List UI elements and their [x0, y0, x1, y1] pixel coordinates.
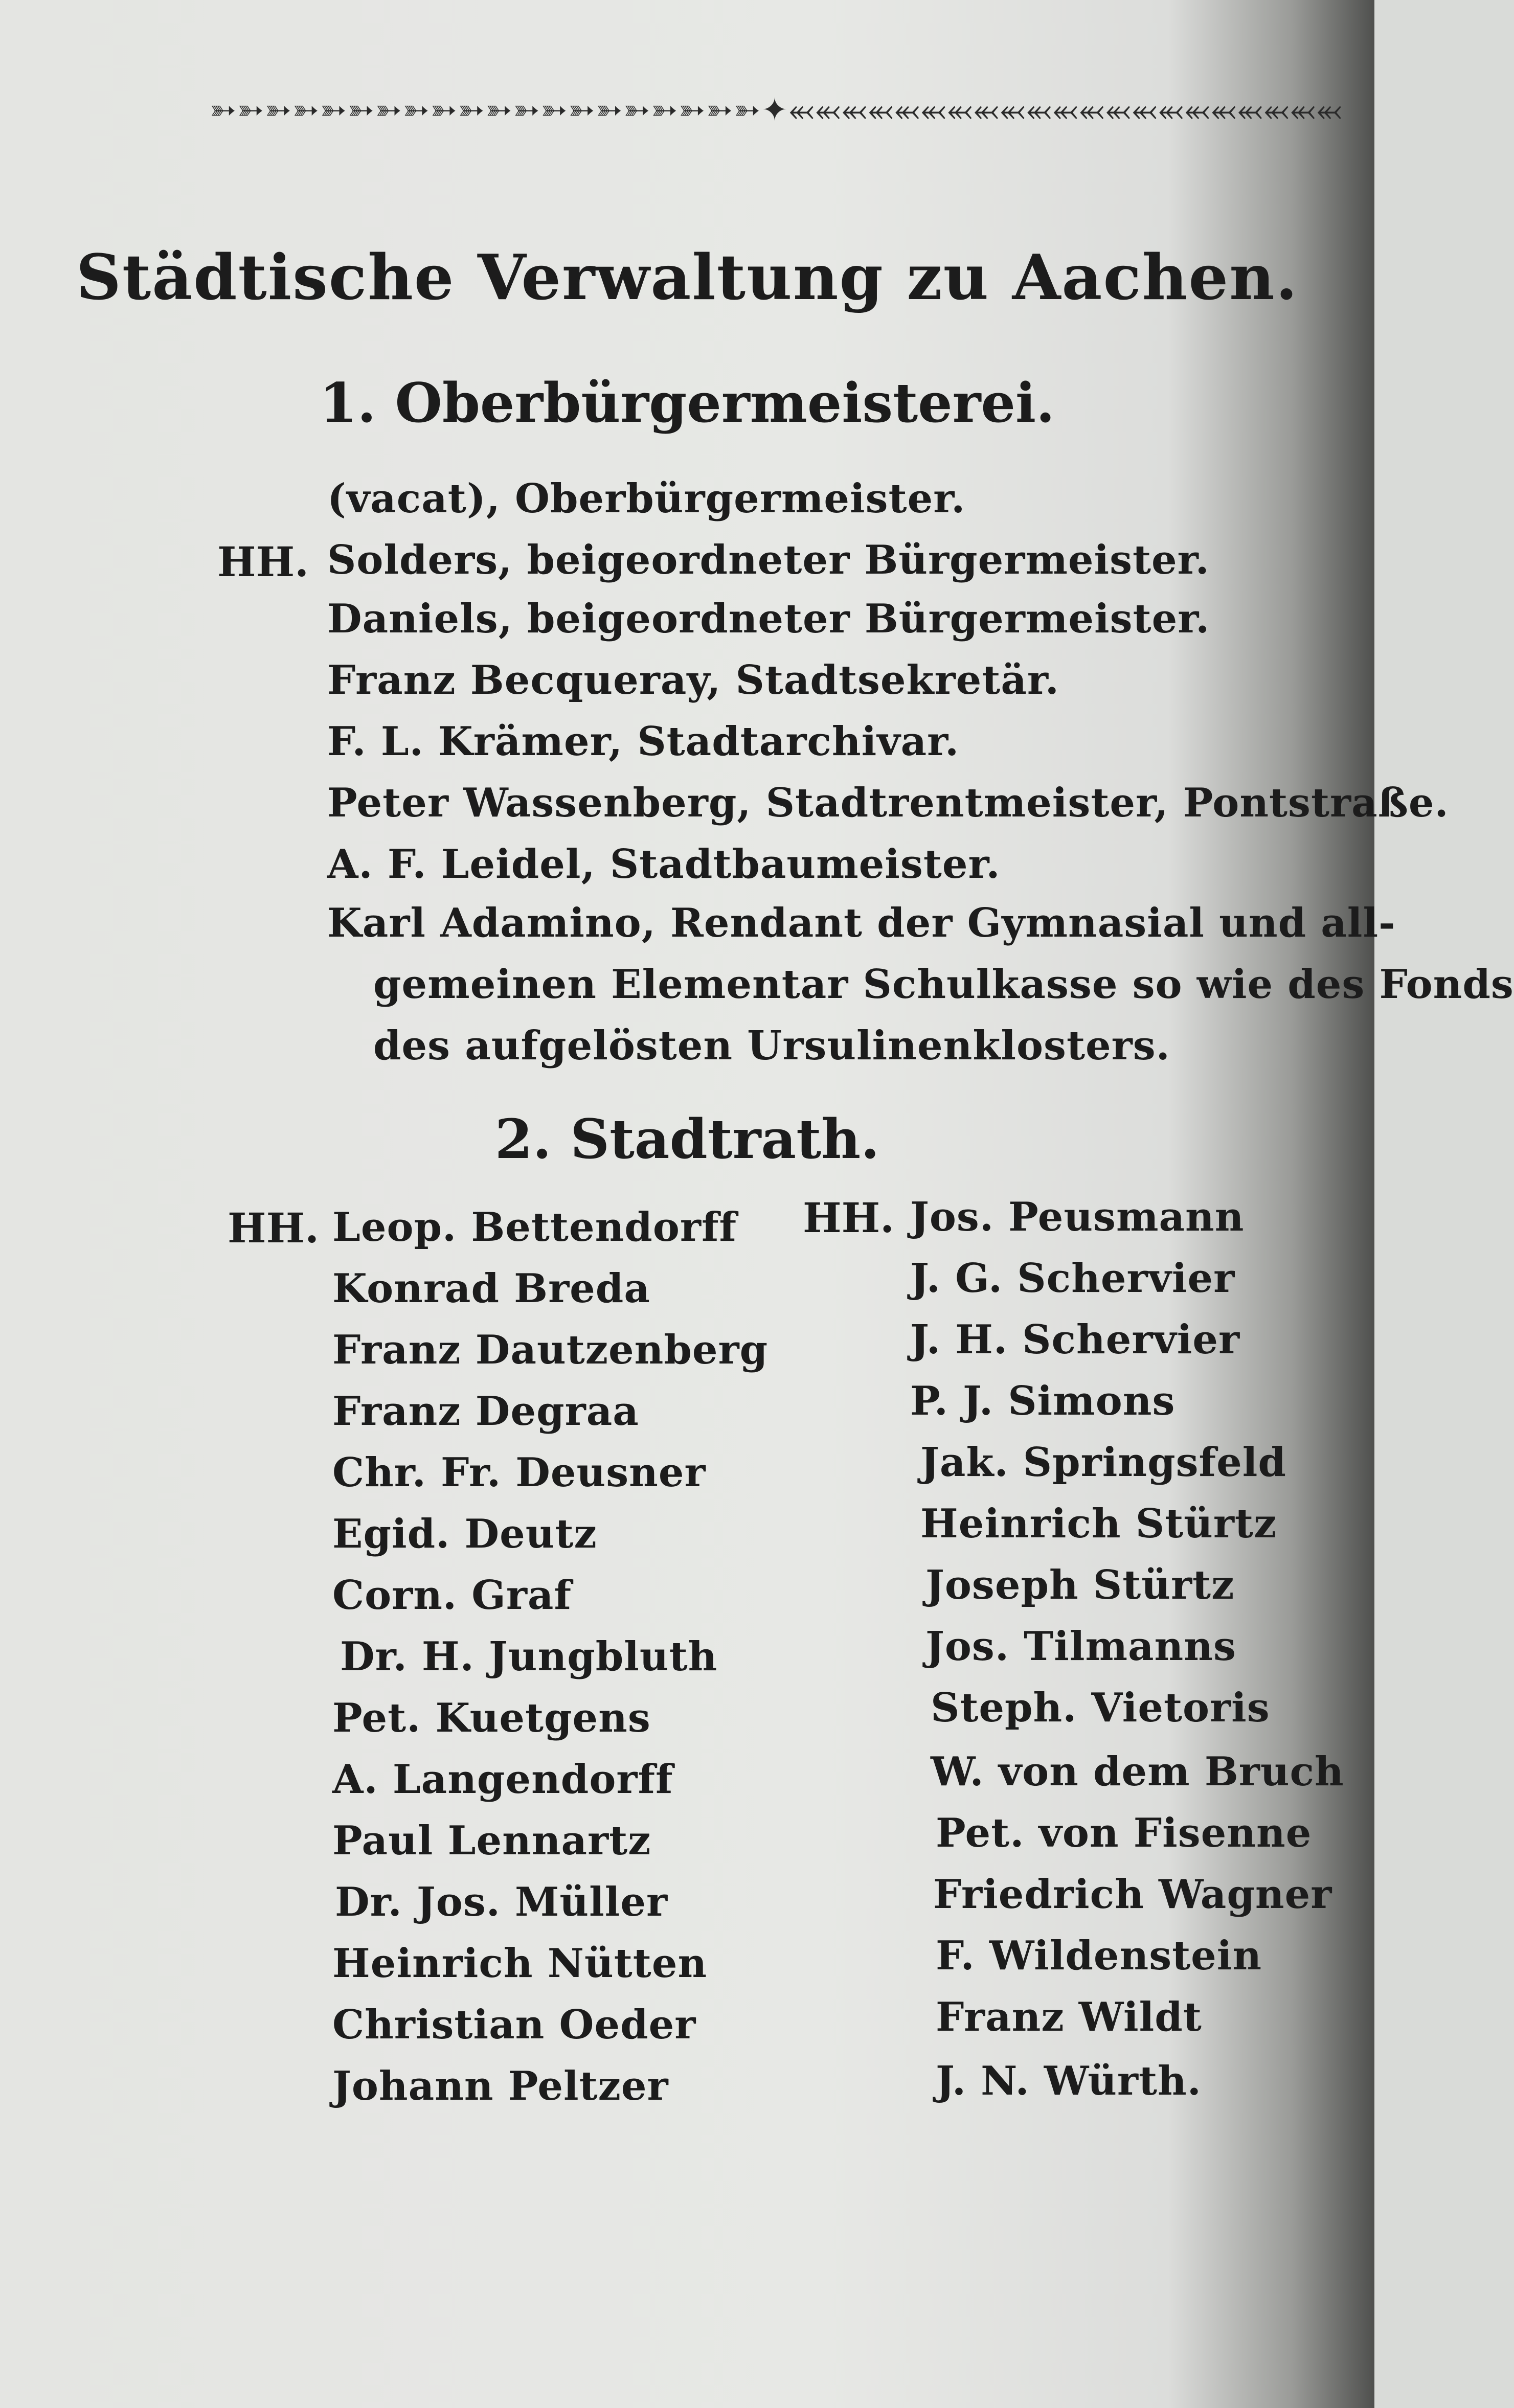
decorative-rule: ➳➳➳➳➳➳➳➳➳➳➳➳➳➳➳➳➳➳➳➳✦⬻⬻⬻⬻⬻⬻⬻⬻⬻⬻⬻⬻⬻⬻⬻⬻⬻⬻⬻⬻⬻ [210, 91, 1343, 128]
staff-entry: F. L. Krämer, Stadtarchivar. [327, 718, 960, 765]
staff-entry: Daniels, beigeordneter Bürgermeister. [327, 596, 1210, 642]
council-member: J. H. Schervier [910, 1316, 1240, 1363]
council-member: Corn. Graf [332, 1572, 572, 1619]
staff-entry: Solders, beigeordneter Bürgermeister. [327, 537, 1210, 583]
council-member: Dr. H. Jungbluth [340, 1633, 718, 1680]
section-heading-oberbuergermeisterei: 1. Oberbürgermeisterei. [319, 371, 1055, 435]
council-member: Franz Degraa [332, 1388, 639, 1435]
council-member: Pet. Kuetgens [332, 1695, 651, 1741]
council-member: Jos. Peusmann [910, 1194, 1245, 1240]
council-member: J. G. Schervier [910, 1255, 1235, 1302]
council-member: Joseph Stürtz [925, 1562, 1235, 1608]
staff-entry: Franz Becqueray, Stadtsekretär. [327, 657, 1059, 703]
staff-entry: Peter Wassenberg, Stadtrentmeister, Pontstraße. [327, 780, 1449, 826]
council-member: Christian Oeder [332, 2002, 696, 2048]
page-title: Städtische Verwaltung zu Aachen. [76, 240, 1299, 314]
council-member: Chr. Fr. Deusner [332, 1449, 706, 1496]
council-member: P. J. Simons [910, 1378, 1176, 1424]
council-member: Steph. Vietoris [931, 1685, 1270, 1731]
staff-entry: Karl Adamino, Rendant der Gymnasial und all- [327, 900, 1396, 946]
council-member: Dr. Jos. Müller [335, 1879, 668, 1925]
council-member: Franz Wildt [936, 1994, 1202, 2040]
council-member: Heinrich Nütten [332, 1940, 708, 1987]
section-heading-stadtrath: 2. Stadtrath. [494, 1107, 880, 1171]
council-member: Paul Lennartz [332, 1818, 651, 1864]
council-member: W. von dem Bruch [931, 1748, 1344, 1795]
council-member: A. Langendorff [332, 1756, 673, 1803]
council-member: Friedrich Wagner [933, 1871, 1332, 1918]
council-member: Pet. von Fisenne [936, 1810, 1312, 1856]
council-member: Johann Peltzer [332, 2063, 669, 2109]
staff-entry: A. F. Leidel, Stadtbaumeister. [327, 841, 1001, 888]
hh-abbreviation-right: HH. [803, 1194, 895, 1242]
council-member: Jak. Springsfeld [920, 1439, 1286, 1486]
council-member: F. Wildenstein [936, 1933, 1262, 1979]
council-member: Franz Dautzenberg [332, 1327, 769, 1373]
staff-entry-continuation: gemeinen Elementar Schulkasse so wie des Fonds [373, 961, 1514, 1008]
council-member: Egid. Deutz [332, 1511, 597, 1557]
council-member: Jos. Tilmanns [925, 1623, 1236, 1670]
council-member: Heinrich Stürtz [920, 1501, 1277, 1547]
council-member: Konrad Breda [332, 1265, 650, 1312]
staff-entry-continuation: des aufgelösten Ursulinenklosters. [373, 1023, 1170, 1069]
council-member: J. N. Würth. [936, 2058, 1202, 2104]
council-member: Leop. Bettendorff [332, 1204, 737, 1251]
hh-abbreviation-left: HH. [228, 1204, 320, 1252]
hh-abbreviation: HH. [217, 538, 309, 586]
staff-entry: (vacat), Oberbürgermeister. [327, 475, 966, 522]
